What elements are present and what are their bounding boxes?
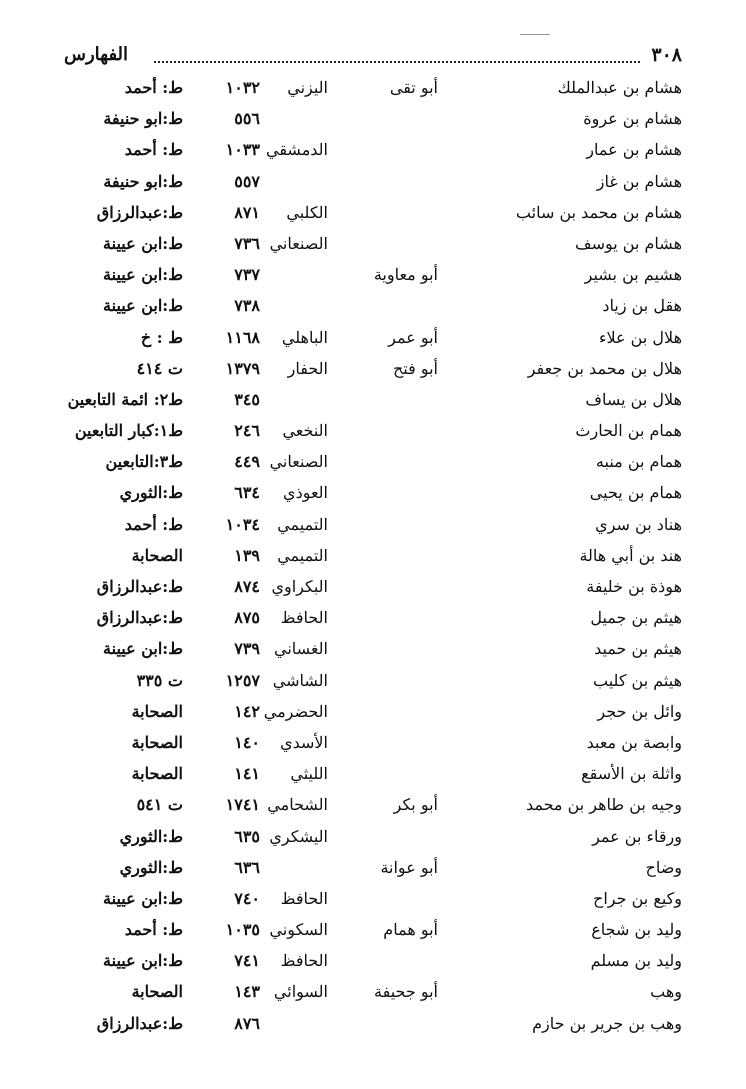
- index-entry: [0, 1010, 746, 1041]
- entry-nisba: التميمي: [277, 545, 328, 565]
- entry-tier: ط : خ: [140, 327, 183, 347]
- entry-name: وليد بن شجاع: [591, 920, 682, 940]
- entry-nisba: الحافظ: [280, 608, 328, 628]
- entry-name: هشام بن عمار: [586, 140, 682, 160]
- entry-nisba: الحضرمي: [263, 701, 328, 721]
- entry-nisba: الأسدي: [280, 732, 328, 752]
- entry-tier: ط:عبدالرزاق: [96, 577, 183, 596]
- entry-number: ٥٥٦: [234, 109, 260, 129]
- entry-number: ١٤٠: [234, 732, 260, 752]
- index-entry: [0, 667, 746, 698]
- entry-tier: ط:ابن عيينة: [103, 888, 183, 908]
- index-entry: [0, 698, 746, 729]
- entry-number: ١٣٧٩: [225, 358, 260, 378]
- index-entry: [0, 854, 746, 885]
- entry-name: همام بن يحيى: [589, 483, 682, 503]
- entry-tier: ط:الثوري: [119, 857, 183, 877]
- entry-tier: الصحابة: [131, 764, 183, 784]
- entry-name: وليد بن مسلم: [590, 951, 682, 971]
- entry-tier: ط:ابو حنيفة: [103, 171, 183, 191]
- entry-number: ١٤٢: [234, 701, 260, 721]
- entry-kunya: أبو بكر: [393, 795, 438, 815]
- entry-number: ١٠٣٣: [225, 140, 260, 160]
- index-entry: [0, 448, 746, 479]
- entry-number: ٧٤١: [234, 951, 260, 971]
- entry-number: ٧٣٦: [234, 233, 260, 253]
- entry-tier: الصحابة: [131, 545, 183, 565]
- entry-nisba: الليثي: [290, 764, 328, 784]
- entry-number: ١٤٣: [234, 982, 260, 1002]
- entry-kunya: أبو همام: [383, 920, 438, 940]
- index-entries: [0, 74, 746, 1041]
- entry-tier: ط:ابو حنيفة: [103, 109, 183, 129]
- index-entry: [0, 604, 746, 635]
- entry-name: وضاح: [645, 857, 682, 877]
- index-entry: [0, 136, 746, 167]
- entry-tier: ط:عبدالرزاق: [96, 202, 183, 222]
- page-header: [64, 44, 682, 74]
- entry-number: ٨٧٤: [234, 577, 260, 596]
- entry-number: ٧٤٠: [234, 888, 260, 908]
- entry-name: هلال بن يساف: [585, 389, 682, 409]
- index-entry: [0, 885, 746, 916]
- entry-name: هلال بن علاء: [598, 327, 682, 347]
- entry-number: ٦٣٥: [234, 826, 260, 846]
- entry-kunya: أبو تقى: [389, 78, 438, 97]
- entry-name: هشام بن عبدالملك: [557, 78, 682, 97]
- entry-nisba: الصنعاني: [269, 233, 328, 253]
- entry-nisba: الكلبي: [286, 202, 328, 222]
- entry-number: ٦٣٤: [234, 483, 260, 503]
- entry-nisba: الشاشي: [272, 670, 328, 690]
- index-entry: [0, 947, 746, 978]
- entry-tier: ط٢: ائمة التابعين: [67, 389, 183, 409]
- section-title: الفهارس: [64, 44, 129, 65]
- entry-nisba: الحافظ: [280, 951, 328, 971]
- entry-number: ١٤١: [234, 764, 260, 784]
- index-entry: [0, 916, 746, 947]
- index-entry: [0, 511, 746, 542]
- entry-name: هقل بن زياد: [602, 296, 682, 316]
- entry-name: هند بن أبي هالة: [579, 545, 682, 565]
- entry-name: هيثم بن كليب: [593, 670, 682, 690]
- index-entry: [0, 292, 746, 323]
- entry-tier: ط١:كبار التابعين: [74, 421, 183, 441]
- index-entry: [0, 386, 746, 417]
- index-entry: [0, 417, 746, 448]
- entry-tier: ط: أحمد: [124, 78, 183, 97]
- entry-tier: ط:ابن عيينة: [103, 639, 183, 659]
- entry-nisba: الباهلي: [281, 327, 328, 347]
- entry-number: ٨٧٦: [234, 1013, 260, 1033]
- entry-name: هشيم بن بشير: [584, 265, 682, 285]
- entry-tier: ت ٥٤١: [136, 795, 183, 815]
- entry-number: ١٠٣٢: [225, 78, 260, 97]
- entry-number: ١٠٣٥: [225, 920, 260, 940]
- entry-name: وكيع بن جراح: [593, 888, 682, 908]
- entry-tier: ط٣:التابعين: [105, 452, 183, 472]
- index-entry: [0, 230, 746, 261]
- entry-tier: ت ٤١٤: [136, 358, 183, 378]
- entry-tier: الصحابة: [131, 982, 183, 1002]
- index-entry: [0, 355, 746, 386]
- entry-nisba: اليشكري: [269, 826, 328, 846]
- entry-name: هيثم بن جميل: [590, 608, 682, 628]
- entry-nisba: الشحامي: [267, 795, 328, 815]
- entry-nisba: البكراوي: [271, 577, 328, 596]
- entry-kunya: أبو عوانة: [380, 857, 438, 877]
- entry-name: هشام بن يوسف: [575, 233, 682, 253]
- index-entry: [0, 324, 746, 355]
- entry-number: ١١٦٨: [225, 327, 260, 347]
- entry-number: ٨٧١: [234, 202, 260, 222]
- entry-name: همام بن الحارث: [575, 421, 682, 441]
- entry-number: ٣٤٥: [234, 389, 260, 409]
- entry-name: وائل بن حجر: [597, 701, 682, 721]
- index-entry: [0, 729, 746, 760]
- entry-tier: ط:عبدالرزاق: [96, 1013, 183, 1033]
- entry-tier: الصحابة: [131, 732, 183, 752]
- entry-tier: ط:الثوري: [119, 483, 183, 503]
- entry-tier: ط:الثوري: [119, 826, 183, 846]
- entry-name: هشام بن محمد بن سائب: [515, 202, 682, 222]
- entry-nisba: الحافظ: [280, 888, 328, 908]
- index-entry: [0, 199, 746, 230]
- index-entry: [0, 74, 746, 105]
- entry-nisba: السوائي: [273, 982, 328, 1002]
- entry-number: ٧٣٨: [234, 296, 260, 316]
- entry-nisba: التميمي: [277, 514, 328, 534]
- entry-tier: ط:ابن عيينة: [103, 265, 183, 285]
- entry-tier: ط:ابن عيينة: [103, 296, 183, 316]
- entry-nisba: الغساني: [274, 639, 328, 659]
- top-rule: [520, 34, 550, 35]
- entry-name: هناد بن سري: [595, 514, 682, 534]
- entry-name: وجيه بن طاهر بن محمد: [525, 795, 682, 815]
- entry-name: واثلة بن الأسقع: [581, 764, 682, 784]
- entry-nisba: اليزني: [287, 78, 328, 97]
- entry-kunya: أبو معاوية: [373, 265, 438, 285]
- index-entry: [0, 791, 746, 822]
- entry-kunya: أبو جحيفة: [374, 982, 438, 1002]
- entry-nisba: الصنعاني: [269, 452, 328, 472]
- index-entry: [0, 760, 746, 791]
- entry-number: ١٧٤١: [225, 795, 260, 815]
- index-entry: [0, 105, 746, 136]
- entry-tier: ت ٣٣٥: [136, 670, 183, 690]
- entry-name: وهب: [650, 982, 682, 1002]
- entry-tier: ط: أحمد: [124, 140, 183, 160]
- entry-number: ١٣٩: [234, 545, 260, 565]
- entry-number: ٧٣٧: [234, 265, 260, 285]
- entry-tier: ط: أحمد: [124, 514, 183, 534]
- entry-nisba: الدمشقي: [266, 140, 328, 160]
- index-entry: [0, 479, 746, 510]
- entry-tier: الصحابة: [131, 701, 183, 721]
- page-number: ٣٠٨: [651, 44, 682, 66]
- entry-tier: ط:ابن عيينة: [103, 951, 183, 971]
- entry-nisba: العوذي: [283, 483, 328, 503]
- entry-name: ورقاء بن عمر: [592, 826, 682, 846]
- header-dotted-leader: [154, 61, 640, 63]
- entry-tier: ط:عبدالرزاق: [96, 608, 183, 628]
- entry-name: هشام بن عروة: [583, 109, 682, 129]
- entry-number: ٧٣٩: [234, 639, 260, 659]
- entry-name: وهب بن جرير بن حازم: [532, 1013, 682, 1033]
- entry-number: ٤٤٩: [234, 452, 260, 472]
- entry-name: هيثم بن حميد: [594, 639, 682, 659]
- entry-tier: ط:ابن عيينة: [103, 233, 183, 253]
- entry-kunya: أبو فتح: [392, 358, 438, 378]
- entry-number: ١٠٣٤: [225, 514, 260, 534]
- entry-number: ٨٧٥: [234, 608, 260, 628]
- index-entry: [0, 823, 746, 854]
- entry-name: وابصة بن معبد: [586, 732, 682, 752]
- entry-tier: ط: أحمد: [124, 920, 183, 940]
- index-entry: [0, 635, 746, 666]
- index-entry: [0, 978, 746, 1009]
- entry-number: ٢٤٦: [234, 421, 260, 441]
- index-entry: [0, 261, 746, 292]
- entry-kunya: أبو عمر: [388, 327, 438, 347]
- entry-name: هلال بن محمد بن جعفر: [527, 358, 682, 378]
- entry-name: هوذة بن خليفة: [586, 577, 682, 596]
- index-entry: [0, 168, 746, 199]
- index-entry: [0, 573, 746, 604]
- entry-nisba: النخعي: [282, 421, 328, 441]
- entry-name: هشام بن غاز: [596, 171, 682, 191]
- entry-number: ٥٥٧: [234, 171, 260, 191]
- entry-number: ١٢٥٧: [225, 670, 260, 690]
- entry-nisba: السكوني: [269, 920, 328, 940]
- entry-nisba: الحفار: [287, 358, 328, 378]
- entry-name: همام بن منبه: [595, 452, 682, 472]
- entry-number: ٦٣٦: [234, 857, 260, 877]
- index-entry: [0, 542, 746, 573]
